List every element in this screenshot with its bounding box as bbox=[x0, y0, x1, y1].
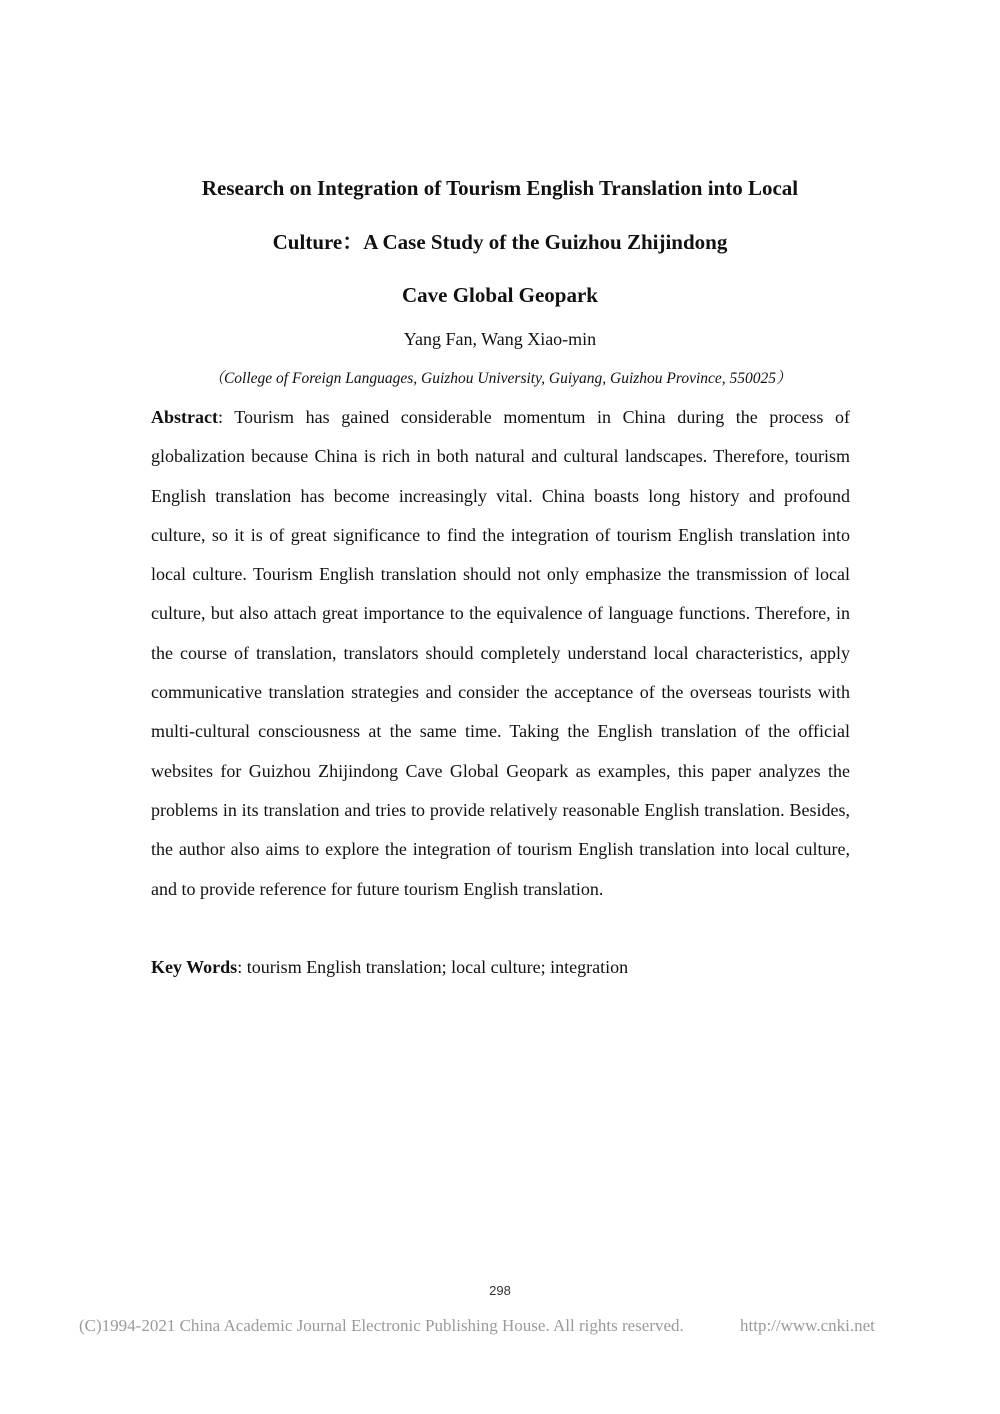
abstract bbox=[151, 398, 850, 909]
keywords-label: Key Words bbox=[151, 957, 238, 977]
footer-url[interactable]: http://www.cnki.net bbox=[740, 1316, 875, 1335]
abstract-text: : Tourism has gained considerable momentum in China during the process of globalization because China is rich in both natural and cultural landscapes. Therefore, tourism English translation has become increasingly vital. China boasts long history and profound culture, so it is of great significance to find the integration of tourism English translation into local culture. Tourism English translation should not only emphasize the transmission of local culture, but also attach great importance to the equivalence of language functions. Therefore, in the course of translation, translators should completely understand local characteristics, apply communicative translation strategies and consider the acceptance of the overseas tourists with multi-cultural consciousness at the same time. Taking the English translation of the official websites for Guizhou Zhijindong Cave Global Geopark as examples, this paper analyzes the problems in its translation and tries to provide relatively reasonable English translation. Besides, the author also aims to explore the integration of tourism English translation into local culture, and to provide reference for future tourism English translation. bbox=[151, 407, 850, 899]
affiliation: （College of Foreign Languages, Guizhou University, Guiyang, Guizhou Province, 550025） bbox=[208, 370, 792, 387]
paper-title-line-1: Research on Integration of Tourism English Translation into Local bbox=[201, 176, 799, 200]
footer-copyright: (C)1994-2021 China Academic Journal Electronic Publishing House. All rights reserved. bbox=[79, 1316, 684, 1335]
keywords bbox=[151, 948, 850, 987]
footer bbox=[0, 1313, 1000, 1339]
authors: Yang Fan, Wang Xiao-min bbox=[403, 329, 597, 349]
abstract-label: Abstract bbox=[151, 407, 218, 427]
page-number: 298 bbox=[489, 1283, 511, 1298]
paper-title-line-2: Culture：A Case Study of the Guizhou Zhijindong bbox=[272, 230, 728, 254]
keywords-text: : tourism English translation; local culture; integration bbox=[237, 957, 629, 977]
paper-title-line-3: Cave Global Geopark bbox=[401, 283, 598, 307]
